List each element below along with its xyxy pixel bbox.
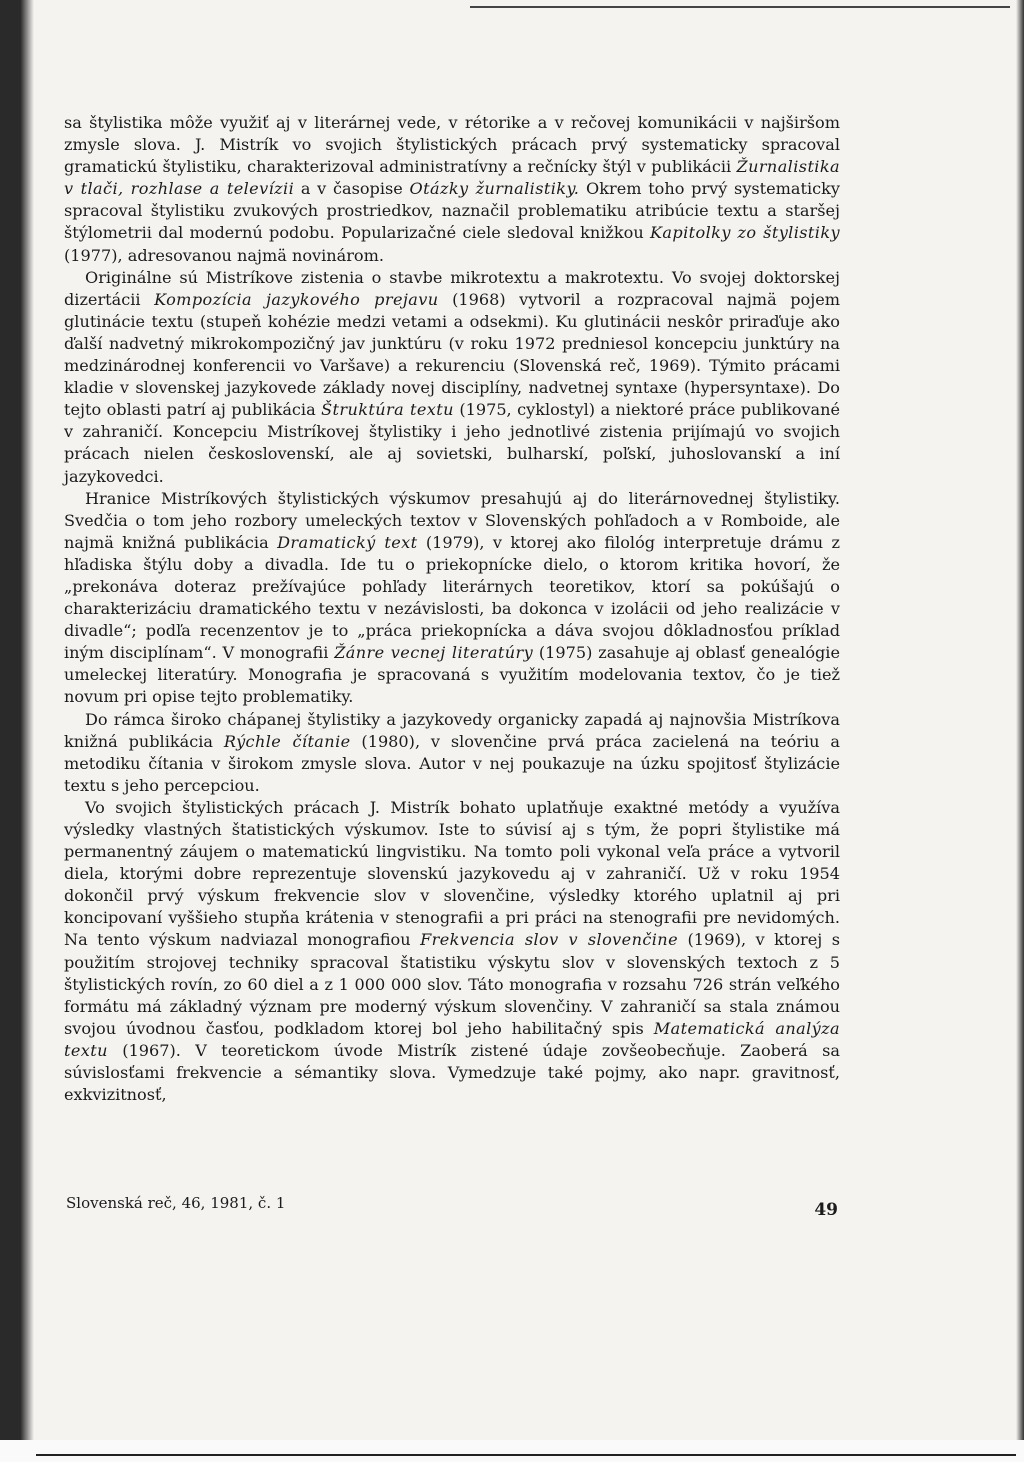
scan-top-line — [470, 6, 1010, 8]
paragraph — [64, 112, 840, 267]
scan-shadow-left — [0, 0, 34, 1462]
text-run: Hranice Mistríkových štylistických výskumov presahujú aj do literárnovednej štylistiky. Svedčia o tom jeho rozbory umeleckých textov v Slovenských pohľadoch a v Romboide, ale najmä knižná publikácia — [64, 488, 840, 552]
scan-shadow-right — [1016, 0, 1024, 1462]
italic-title: Žánre vecnej literatúry — [334, 643, 534, 663]
text-run: (1969), v ktorej s použitím strojovej techniky spracoval štatistiku výskytu slov v slovenských textoch z 5 štylistických rovín, zo 60 diel a z 1 000 000 slov. Táto monografia v rozsahu 726 strán veľkého formátu má základný význam pre moderný výskum slovenčiny. V zahraničí sa stala známou svojou úvodnou časťou, podkladom ktorej bol jeho habilitačný spis — [64, 930, 840, 1038]
italic-title: Otázky žurnalistiky. — [409, 179, 580, 199]
text-run: (1979), v ktorej ako filológ interpretuje drámu z hľadiska štýlu doby a divadla. Ide tu o priekopnícke dielo, o ktorom kritika hovorí, že „prekonáva doteraz prežívajúce pohľady literárnych teoretikov, ktorí sa pokúšajú o charakterizáciu dramatického textu v nezávislosti, ba dokonca v izolácii od jeho realizácie v divadle“; podľa recenzentov je to „práca priekopnícka a dáva svojou dôkladnosťou príklad iným disciplínam“. V monografii — [64, 532, 840, 663]
scan-bottom-margin — [0, 1440, 1024, 1462]
italic-title: Frekvencia slov v slovenčine — [420, 930, 678, 950]
italic-title: Rýchle čítanie — [223, 731, 351, 751]
paragraph — [64, 267, 840, 488]
text-run: (1968) vytvoril a rozpracoval najmä pojem glutinácie textu (stupeň kohézie medzi vetami a odsekmi). Ku glutinácii neskôr priraďuje ako ďalší nadvetný mikrokompozičný jav junktúru (v roku 1972 predniesol koncepciu junktúry na medzinárodnej konferencii vo Varšave) a rekurenciu (Slovenská reč, 1969). Týmito prácami kladie v slovenskej jazykovede základy novej disciplíny, nadvetnej syntaxe (hypersyntaxe). Do tejto oblasti patrí aj publikácia — [64, 289, 840, 420]
italic-title: Kapitolky zo štylistiky — [650, 223, 840, 243]
page-footer — [66, 1194, 838, 1224]
text-run: Originálne sú Mistríkove zistenia o stavbe mikrotextu a makrotextu. Vo svojej doktorskej dizertácii — [64, 267, 840, 309]
text-run: (1967). V teoretickom úvode Mistrík zistené údaje zovšeobecňuje. Zaoberá sa súvislosťami frekvencie a sémantiky slova. Vymedzuje také pojmy, ako napr. gravitnosť, exkvizitnosť, — [64, 1040, 840, 1105]
text-run: a v časopise — [294, 179, 410, 199]
text-run: Vo svojich štylistických prácach J. Mistrík bohato uplatňuje exaktné metódy a využíva výsledky vlastných štatistických výskumov. Iste to súvisí aj s tým, že popri štylistike má permanentný záujem o matematickú lingvistiku. Na tomto poli vykonal veľa práce a vytvoril diela, ktorými dobre reprezentuje slovenskú jazykovedu aj v zahraničí. Už v roku 1954 dokončil prvý výskum frekvencie slov v slovenčine, výsledky ktorého uplatnil aj pri koncipovaní vyššieho stupňa krátenia v stenografii a pri práci na stenografii pre nevidomých. Na tento výskum nadviazal monografiou — [64, 797, 840, 950]
text-run: (1975, cyklostyl) a niektoré práce publikované v zahraničí. Koncepciu Mistríkovej štylistiky i jeho jednotlivé zistenia prijímajú vo svojich prácach nielen československí, ale aj sovietski, bulharskí, poľskí, juhoslovanskí a iní jazykovedci. — [64, 400, 840, 486]
paragraph — [64, 488, 840, 709]
text-run: (1975) zasahuje aj oblasť genealógie umeleckej literatúry. Monografia je spracovaná s využitím modelovania textov, čo je tiež novum pri opise tejto problematiky. — [64, 643, 840, 707]
italic-title: Žurnalistika v tlači, rozhlase a televízii — [64, 157, 840, 199]
text-run: Do rámca široko chápanej štylistiky a jazykovedy organicky zapadá aj najnovšia Mistríkova knižná publikácia — [64, 709, 840, 751]
paragraph — [64, 709, 840, 797]
text-run: sa štylistika môže využiť aj v literárnej vede, v rétorike a v rečovej komunikácii v najširšom zmysle slova. J. Mistrík vo svojich štylistických prácach prvý systematicky spracoval gramatickú štylistiku, charakterizoval administratívny a rečnícky štýl v publikácii — [64, 113, 840, 177]
scan-bottom-line — [36, 1454, 1016, 1456]
italic-title: Dramatický text — [277, 532, 418, 552]
page-body — [64, 112, 840, 1106]
text-run: (1980), v slovenčine prvá práca zacielená na teóriu a metodiku čítania v širokom zmysle slova. Autor v nej poukazuje na úzku spojitosť štylizácie textu s jeho percepciou. — [64, 731, 840, 795]
italic-title: Kompozícia jazykového prejavu — [154, 289, 439, 309]
text-run: Okrem toho prvý systematicky spracoval štylistiku zvukových prostriedkov, naznačil problematiku atribúcie textu a staršej štýlometrii dal modernú podobu. Popularizačné ciele sledoval knižkou — [64, 179, 840, 243]
journal-citation: Slovenská reč, 46, 1981, č. 1 — [66, 1194, 286, 1212]
page-number: 49 — [814, 1200, 838, 1220]
italic-title: Štruktúra textu — [321, 400, 454, 420]
italic-title: Matematická analýza textu — [64, 1018, 840, 1060]
text-run: (1977), adresovanou najmä novinárom. — [64, 245, 384, 265]
paragraph — [64, 797, 840, 1106]
